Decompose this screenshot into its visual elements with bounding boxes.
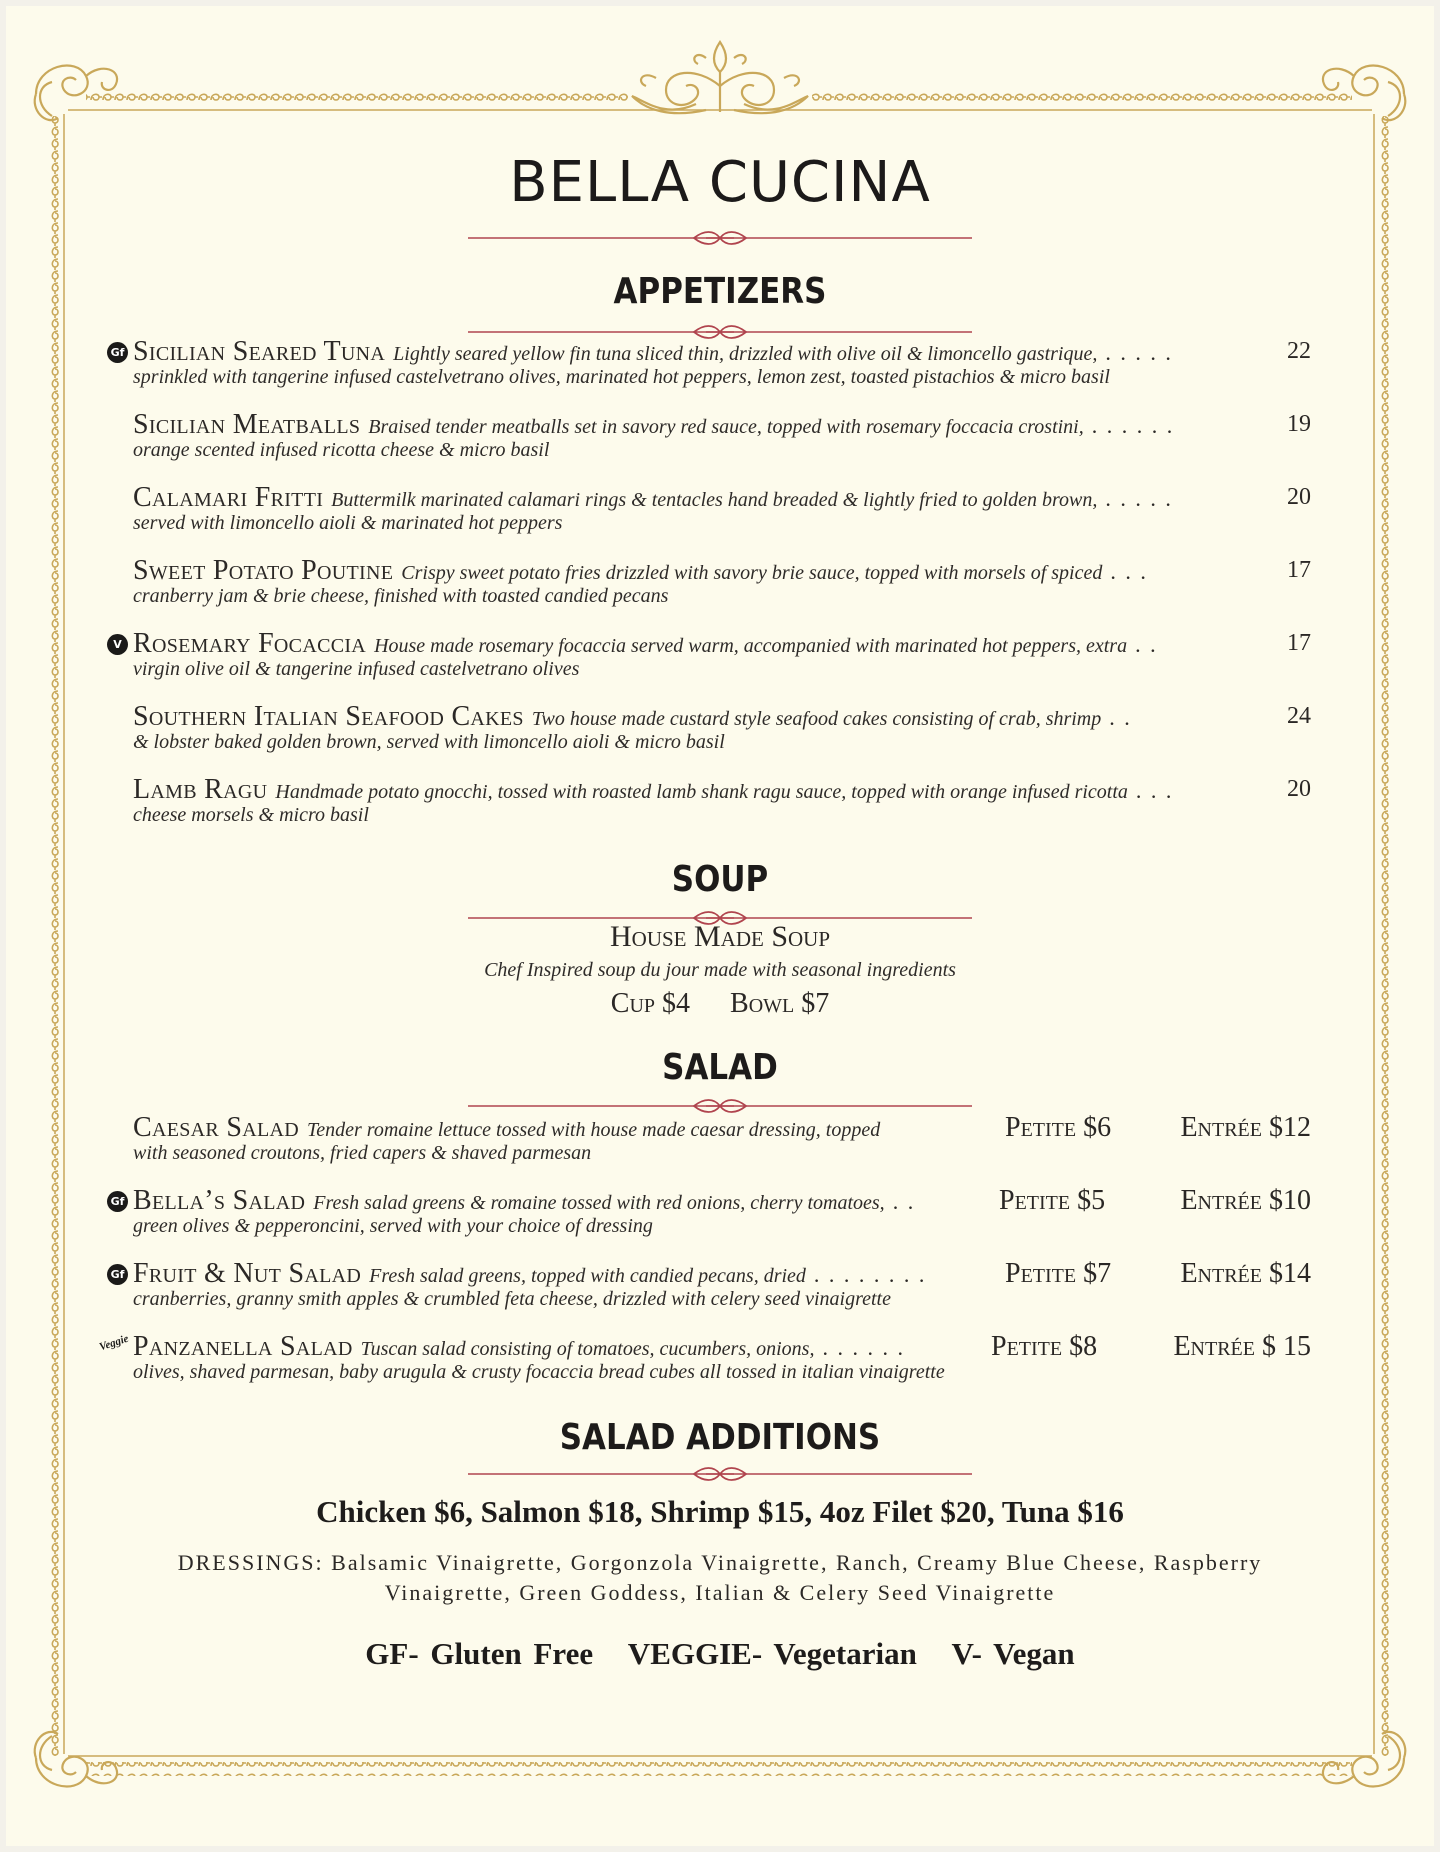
item-description-continued: cranberry jam & brie cheese, finished with toasted candied pecans (133, 585, 669, 607)
menu-item (133, 701, 1311, 754)
menu-item (113, 628, 1311, 681)
section-title-salad: SALAD (662, 1047, 778, 1088)
dressings-line: Vinaigrette, Green Goddess, Italian & Celery Seed Vinaigrette (384, 1580, 1056, 1605)
item-name: Caesar Salad (133, 1112, 299, 1143)
entree-price: Entrée $12 (1180, 1112, 1311, 1143)
salad-additions-list: Chicken $6, Salmon $18, Shrimp $15, 4oz Filet $20, Tuna $16 (316, 1494, 1124, 1529)
section-title-soup: SOUP (671, 859, 769, 900)
item-description: Tender romaine lettuce tossed with house made caesar dressing, topped (306, 1119, 881, 1141)
top-flourish (632, 42, 808, 113)
menu-item (133, 555, 1311, 608)
gluten-free-icon: Gf (107, 1264, 128, 1285)
item-description-continued: with seasoned croutons, fried capers & shaved parmesan (133, 1142, 592, 1164)
soup-name: House Made Soup (609, 920, 831, 953)
item-name: Sweet Potato Poutine (133, 555, 394, 586)
section-title-appetizers: APPETIZERS (613, 271, 827, 312)
soup-bowl-price: Bowl $7 (730, 988, 830, 1019)
item-description: Handmade potato gnocchi, tossed with roasted lamb shank ragu sauce, topped with orange infused ricotta (275, 781, 1128, 803)
soup-cup-price: Cup $4 (610, 988, 691, 1019)
item-name: Southern Italian Seafood Cakes (133, 701, 524, 732)
item-price: 17 (1287, 630, 1311, 656)
item-description: Fresh salad greens, topped with candied pecans, dried (369, 1265, 806, 1287)
item-description: Crispy sweet potato fries drizzled with savory brie sauce, topped with morsels of spiced (401, 562, 1103, 584)
title-divider (468, 228, 972, 248)
salad-prices (999, 1185, 1311, 1215)
item-name: Rosemary Focaccia (133, 628, 367, 659)
item-description-continued: olives, shaved parmesan, baby arugula & crusty focaccia bread cubes all tossed in italian vinaigrette (133, 1361, 945, 1383)
item-description: House made rosemary focaccia served warm, accompanied with marinated hot peppers, extra (374, 635, 1128, 657)
entree-price: Entrée $10 (1180, 1185, 1311, 1216)
salad-item (110, 1185, 1311, 1238)
item-name: Fruit & Nut Salad (133, 1258, 362, 1289)
leader-dots: . . . . . (1105, 340, 1173, 365)
item-description: Tuscan salad consisting of tomatoes, cucumbers, onions, (360, 1338, 815, 1360)
salad-item (97, 1331, 1311, 1384)
leader-dots: . . . . . . (1091, 413, 1175, 438)
item-price: 17 (1287, 557, 1311, 583)
soup-prices (6, 988, 1434, 1020)
leader-dots: . . . (1110, 559, 1148, 584)
salad-item (110, 1258, 1311, 1311)
salad-additions-divider (468, 1464, 972, 1484)
item-description: Lightly seared yellow fin tuna sliced thin, drizzled with olive oil & limoncello gastrique, (393, 343, 1098, 365)
petite-price: Petite $6 (1005, 1112, 1112, 1143)
leader-dots: . . (1135, 632, 1158, 657)
entree-price: Entrée $14 (1180, 1258, 1311, 1289)
item-description-continued: green olives & pepperoncini, served with your choice of dressing (133, 1215, 653, 1237)
corner-flourish-bottom-right (1323, 1732, 1405, 1787)
menu-item (133, 482, 1311, 535)
item-description: Buttermilk marinated calamari rings & tentacles hand breaded & lightly fried to golden brown, (331, 489, 1098, 511)
item-name: Sicilian Meatballs (133, 409, 361, 440)
item-price: 20 (1287, 484, 1311, 510)
item-description: Braised tender meatballs set in savory red sauce, topped with rosemary foccacia crostini, (368, 416, 1084, 438)
salad-prices (991, 1331, 1311, 1361)
item-description-continued: virgin olive oil & tangerine infused castelvetrano olives (133, 658, 580, 680)
item-price: 19 (1287, 411, 1311, 437)
leader-dots: . . . . . . . . (813, 1262, 927, 1287)
petite-price: Petite $8 (991, 1331, 1098, 1362)
item-description-continued: sprinkled with tangerine infused castelvetrano olives, marinated hot peppers, lemon zest, toasted pistachios & micro basil (133, 366, 1110, 388)
item-name: Bella’s Salad (133, 1185, 306, 1216)
veggie-icon: Veggie (97, 1332, 131, 1354)
item-price: 20 (1287, 776, 1311, 802)
gluten-free-icon: Gf (107, 342, 128, 363)
item-name: Panzanella Salad (133, 1331, 353, 1362)
dressings-line: DRESSINGS: Balsamic Vinaigrette, Gorgonzola Vinaigrette, Ranch, Creamy Blue Cheese, Raspberry (177, 1550, 1263, 1575)
petite-price: Petite $7 (1005, 1258, 1112, 1289)
leader-dots: . . . . . . (822, 1335, 905, 1360)
entree-price: Entrée $ 15 (1173, 1331, 1311, 1362)
vegan-icon: V (107, 634, 128, 655)
restaurant-name: BELLA CUCINA (509, 150, 931, 215)
menu-item (133, 774, 1311, 827)
leader-dots: . . . (1135, 778, 1174, 803)
salad-prices (1005, 1258, 1311, 1288)
leader-dots: . . . . . (1105, 486, 1173, 511)
item-description: Fresh salad greens & romaine tossed with red onions, cherry tomatoes, (313, 1192, 885, 1214)
item-price: 24 (1287, 703, 1311, 729)
dietary-legend: GF- Gluten Free VEGGIE- Vegetarian V- Vegan (365, 1636, 1075, 1671)
dressings-list (6, 1548, 1434, 1608)
item-name: Sicilian Seared Tuna (133, 336, 386, 367)
item-description-continued: orange scented infused ricotta cheese & micro basil (133, 439, 550, 461)
petite-price: Petite $5 (999, 1185, 1106, 1216)
item-price: 22 (1287, 338, 1311, 364)
section-title-salad-additions: SALAD ADDITIONS (559, 1417, 881, 1458)
leader-dots: . . (1109, 705, 1132, 730)
soup-description: Chef Inspired soup du jour made with seasonal ingredients (484, 959, 956, 981)
salad-prices (1005, 1112, 1311, 1142)
corner-flourish-bottom-left (35, 1732, 117, 1787)
item-description-continued: cranberries, granny smith apples & crumbled feta cheese, drizzled with celery seed vinaigrette (133, 1288, 891, 1310)
item-name: Lamb Ragu (133, 774, 268, 805)
item-description-continued: served with limoncello aioli & marinated hot peppers (133, 512, 563, 534)
gluten-free-icon: Gf (107, 1191, 128, 1212)
item-description: Two house made custard style seafood cakes consisting of crab, shrimp (531, 708, 1102, 730)
item-description-continued: & lobster baked golden brown, served with limoncello aioli & micro basil (133, 731, 725, 753)
item-description-continued: cheese morsels & micro basil (133, 804, 369, 826)
menu-page (6, 6, 1434, 1846)
leader-dots: . . (892, 1189, 916, 1214)
salad-item (133, 1112, 1311, 1165)
item-name: Calamari Fritti (133, 482, 324, 513)
menu-item (110, 336, 1311, 389)
menu-item (133, 409, 1311, 462)
